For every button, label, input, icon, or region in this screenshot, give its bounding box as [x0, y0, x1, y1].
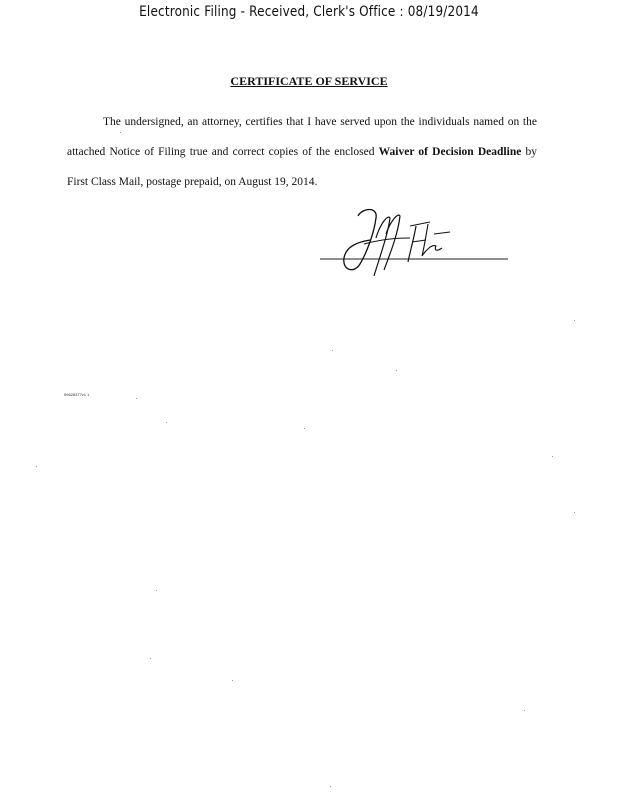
scan-speck: [120, 132, 121, 133]
scan-speck: [36, 466, 37, 467]
scan-speck: [156, 590, 157, 591]
document-name-bold-2: Deadline: [477, 146, 522, 158]
certificate-body-text-1: The undersigned, an attorney, certifies that I have served upon the individuals named on the attached Notice of Filing true and correct copies of the enclosed: [67, 116, 537, 158]
scan-speck: [166, 422, 167, 423]
signature-scrawl: [318, 204, 513, 284]
scan-speck: [524, 710, 525, 711]
certificate-title: CERTIFICATE OF SERVICE: [230, 74, 388, 88]
scan-speck: [136, 398, 137, 399]
scan-speck: [574, 320, 575, 321]
scan-speck: [330, 786, 331, 787]
scan-speck: [304, 428, 305, 429]
filing-stamp: Electronic Filing - Received, Clerk's Office : 08/19/2014: [139, 4, 479, 20]
scan-speck: [396, 370, 397, 371]
certificate-body-text-2: by First Class Mail, postage prepaid, on August 19, 2014.: [67, 146, 538, 188]
document-name-bold-1: Waiver of Decision: [378, 146, 474, 158]
scan-speck: [552, 456, 553, 457]
attorney-signature: [318, 204, 513, 284]
scan-speck: [232, 680, 233, 681]
certificate-body: [67, 107, 537, 197]
scan-speck: [332, 350, 333, 351]
scan-speck: [150, 658, 151, 659]
scan-speck: [574, 512, 575, 513]
document-id-footer: 59628377v1 1: [64, 392, 90, 397]
